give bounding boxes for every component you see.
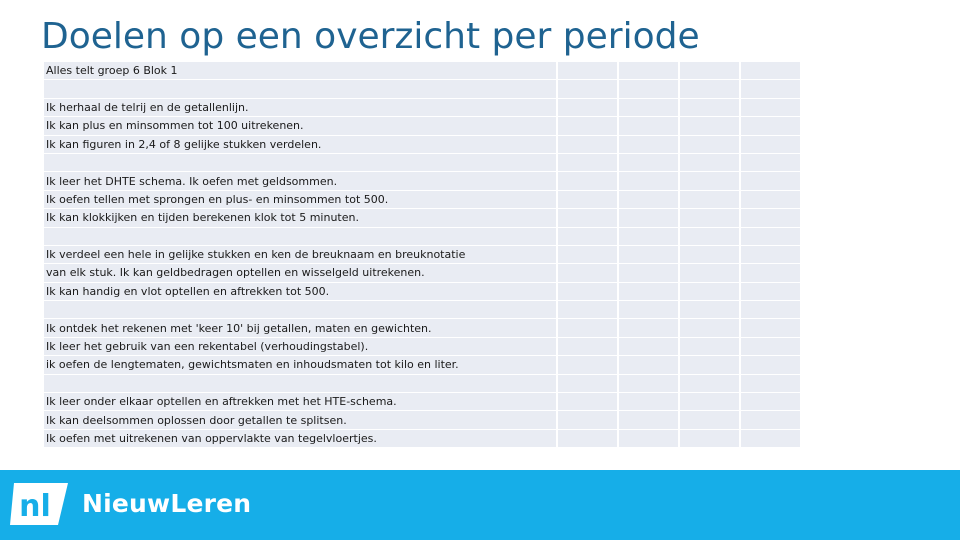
goal-cell	[44, 228, 556, 245]
mark-cell	[680, 117, 739, 134]
mark-cell	[619, 319, 678, 336]
mark-cell	[741, 228, 800, 245]
mark-cell	[680, 411, 739, 428]
mark-cell	[619, 393, 678, 410]
mark-cell	[558, 172, 617, 189]
mark-cell	[558, 99, 617, 116]
mark-cell	[619, 283, 678, 300]
mark-cell	[619, 136, 678, 153]
mark-cell	[741, 62, 800, 79]
mark-cell	[680, 319, 739, 336]
mark-cell	[741, 393, 800, 410]
mark-cell	[741, 191, 800, 208]
mark-cell	[619, 264, 678, 281]
mark-cell	[619, 62, 678, 79]
mark-cell	[619, 228, 678, 245]
mark-cell	[741, 117, 800, 134]
goal-row	[44, 411, 800, 428]
mark-cell	[680, 246, 739, 263]
mark-cell	[619, 99, 678, 116]
mark-cell	[558, 411, 617, 428]
mark-cell	[680, 99, 739, 116]
mark-cell	[680, 301, 739, 318]
mark-cell	[741, 80, 800, 97]
goal-cell: Ik leer het gebruik van een rekentabel (verhoudingstabel).	[44, 338, 556, 355]
mark-cell	[741, 283, 800, 300]
goal-row	[44, 62, 800, 79]
goals-table	[42, 61, 802, 448]
mark-cell	[619, 117, 678, 134]
mark-cell	[741, 136, 800, 153]
goal-cell: Ik kan handig en vlot optellen en aftrekken tot 500.	[44, 283, 556, 300]
mark-cell	[741, 99, 800, 116]
goals-table-body	[44, 62, 800, 447]
mark-cell	[619, 80, 678, 97]
goal-cell	[44, 80, 556, 97]
mark-cell	[558, 191, 617, 208]
goal-cell: Ik leer onder elkaar optellen en aftrekken met het HTE-schema.	[44, 393, 556, 410]
mark-cell	[680, 228, 739, 245]
mark-cell	[741, 319, 800, 336]
mark-cell	[619, 172, 678, 189]
mark-cell	[680, 62, 739, 79]
goal-row	[44, 375, 800, 392]
mark-cell	[619, 209, 678, 226]
mark-cell	[558, 393, 617, 410]
goal-cell: Ik leer het DHTE schema. Ik oefen met geldsommen.	[44, 172, 556, 189]
mark-cell	[680, 356, 739, 373]
mark-cell	[558, 283, 617, 300]
mark-cell	[741, 264, 800, 281]
mark-cell	[619, 301, 678, 318]
mark-cell	[741, 375, 800, 392]
mark-cell	[741, 172, 800, 189]
goal-cell: ik oefen de lengtematen, gewichtsmaten en inhoudsmaten tot kilo en liter.	[44, 356, 556, 373]
mark-cell	[558, 154, 617, 171]
goal-cell: Ik oefen met uitrekenen van oppervlakte van tegelvloertjes.	[44, 430, 556, 447]
goal-row	[44, 80, 800, 97]
mark-cell	[741, 246, 800, 263]
mark-cell	[680, 393, 739, 410]
mark-cell	[741, 209, 800, 226]
goal-row	[44, 393, 800, 410]
mark-cell	[558, 62, 617, 79]
footer-bar	[0, 470, 960, 540]
goal-cell: Ik kan figuren in 2,4 of 8 gelijke stukken verdelen.	[44, 136, 556, 153]
goal-row	[44, 356, 800, 373]
mark-cell	[619, 338, 678, 355]
goal-row	[44, 209, 800, 226]
goal-cell: Ik ontdek het rekenen met 'keer 10' bij getallen, maten en gewichten.	[44, 319, 556, 336]
mark-cell	[680, 80, 739, 97]
mark-cell	[741, 338, 800, 355]
goal-row	[44, 319, 800, 336]
mark-cell	[558, 209, 617, 226]
nl-logo-icon	[8, 479, 70, 527]
goal-row	[44, 430, 800, 447]
mark-cell	[741, 154, 800, 171]
page-title: Doelen op een overzicht per periode	[41, 16, 700, 57]
mark-cell	[558, 246, 617, 263]
mark-cell	[558, 319, 617, 336]
mark-cell	[558, 356, 617, 373]
goal-cell: Ik kan deelsommen oplossen door getallen te splitsen.	[44, 411, 556, 428]
mark-cell	[619, 411, 678, 428]
mark-cell	[558, 136, 617, 153]
mark-cell	[741, 301, 800, 318]
goal-row	[44, 228, 800, 245]
mark-cell	[619, 246, 678, 263]
mark-cell	[558, 264, 617, 281]
nieuwleren-logo	[8, 478, 252, 528]
mark-cell	[680, 338, 739, 355]
mark-cell	[558, 228, 617, 245]
goal-row	[44, 117, 800, 134]
mark-cell	[680, 172, 739, 189]
mark-cell	[741, 411, 800, 428]
mark-cell	[741, 430, 800, 447]
goal-row	[44, 191, 800, 208]
mark-cell	[558, 375, 617, 392]
mark-cell	[619, 430, 678, 447]
goal-row	[44, 154, 800, 171]
goal-row	[44, 136, 800, 153]
mark-cell	[619, 356, 678, 373]
goal-cell: Alles telt groep 6 Blok 1	[44, 62, 556, 79]
mark-cell	[558, 301, 617, 318]
goal-cell: van elk stuk. Ik kan geldbedragen optellen en wisselgeld uitrekenen.	[44, 264, 556, 281]
goal-row	[44, 99, 800, 116]
mark-cell	[680, 154, 739, 171]
mark-cell	[619, 191, 678, 208]
goal-cell: Ik verdeel een hele in gelijke stukken en ken de breuknaam en breuknotatie	[44, 246, 556, 263]
goal-cell	[44, 301, 556, 318]
goal-row	[44, 338, 800, 355]
mark-cell	[558, 430, 617, 447]
logo-mark-text: nl	[19, 489, 51, 524]
mark-cell	[680, 136, 739, 153]
goal-row	[44, 246, 800, 263]
goal-cell: Ik herhaal de telrij en de getallenlijn.	[44, 99, 556, 116]
goal-cell: Ik oefen tellen met sprongen en plus- en minsommen tot 500.	[44, 191, 556, 208]
mark-cell	[558, 80, 617, 97]
goal-row	[44, 283, 800, 300]
goal-cell: Ik kan klokkijken en tijden berekenen klok tot 5 minuten.	[44, 209, 556, 226]
goal-row	[44, 264, 800, 281]
mark-cell	[619, 154, 678, 171]
mark-cell	[680, 430, 739, 447]
goal-cell: Ik kan plus en minsommen tot 100 uitrekenen.	[44, 117, 556, 134]
mark-cell	[558, 338, 617, 355]
goal-row	[44, 301, 800, 318]
mark-cell	[680, 264, 739, 281]
goal-row	[44, 172, 800, 189]
mark-cell	[741, 356, 800, 373]
goal-cell	[44, 375, 556, 392]
logo-text: NieuwLeren	[82, 488, 252, 518]
mark-cell	[680, 375, 739, 392]
mark-cell	[558, 117, 617, 134]
mark-cell	[619, 375, 678, 392]
mark-cell	[680, 209, 739, 226]
mark-cell	[680, 191, 739, 208]
goal-cell	[44, 154, 556, 171]
mark-cell	[680, 283, 739, 300]
